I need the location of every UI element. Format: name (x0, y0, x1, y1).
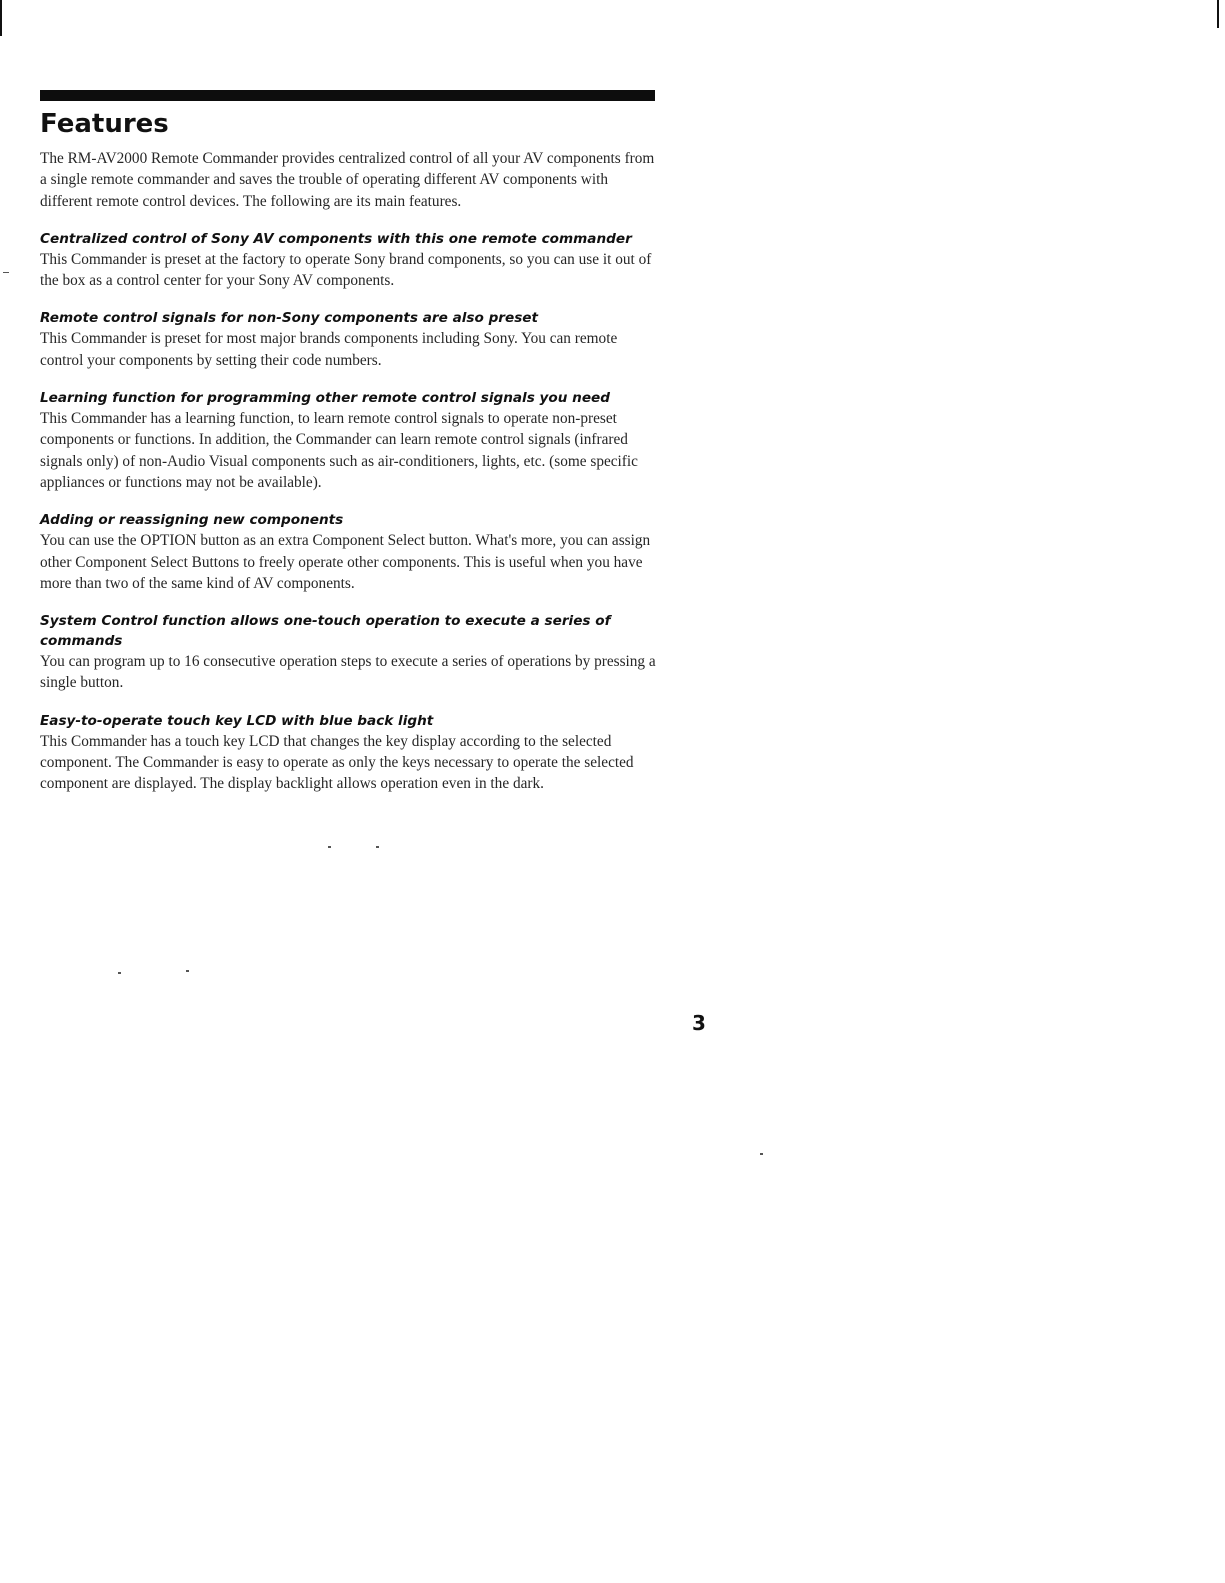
feature-reassigning-components (40, 510, 660, 594)
feature-heading: Adding or reassigning new components (40, 512, 344, 529)
feature-body: You can program up to 16 consecutive operation steps to execute a series of operations by pressing a single button. (40, 653, 656, 692)
feature-learning-function (40, 388, 660, 493)
feature-non-sony-preset (40, 308, 660, 371)
feature-body: This Commander is preset at the factory to operate Sony brand components, so you can use it out of the box as a control center for your Sony AV components. (40, 250, 652, 290)
feature-body: You can use the OPTION button as an extra Component Select button. What's more, you can assign other Component Select Buttons to freely operate other components. This is useful when you have more than two of the same kind of AV components. (40, 532, 651, 592)
feature-heading: Learning function for programming other remote control signals you need (40, 390, 611, 407)
scan-speck (186, 970, 189, 972)
feature-touch-key-lcd (40, 711, 660, 795)
features-content (40, 148, 660, 795)
feature-system-control (40, 611, 660, 694)
feature-centralized-control (40, 229, 660, 292)
feature-body: This Commander is preset for most major brands components including Sony. You can remote control your components by setting their code numbers. (40, 330, 618, 369)
feature-heading: Easy-to-operate touch key LCD with blue back light (40, 712, 434, 729)
scan-speck (376, 846, 379, 848)
scan-edge-mark-left (0, 0, 2, 36)
scan-speck (328, 846, 331, 848)
scan-speck (760, 1153, 763, 1155)
feature-heading: System Control function allows one-touch operation to execute a series of commands (40, 613, 611, 650)
page-number: 3 (692, 1011, 706, 1035)
scan-speck (3, 272, 9, 273)
intro-paragraph: The RM-AV2000 Remote Commander provides centralized control of all your AV components from a single remote commander and saves the trouble of operating different AV components with different remote control devices. The following are its main features. (40, 150, 655, 210)
feature-body: This Commander has a touch key LCD that changes the key display according to the selected component. The Commander is easy to operate as only the keys necessary to operate the selected component are displayed. The display backlight allows operation even in the dark. (40, 732, 634, 793)
scan-edge-mark-right (1217, 0, 1219, 28)
page-title: Features (40, 109, 169, 139)
scan-speck (118, 972, 121, 974)
feature-body: This Commander has a learning function, to learn remote control signals to operate non-preset components or functions. In addition, the Commander can learn remote control signals (infrared signals only) of non-Audio Visual components such as air-conditioners, lights, etc. (some specific appliances or functions may not be available). (40, 410, 638, 491)
feature-heading: Centralized control of Sony AV components with this one remote commander (40, 230, 632, 247)
feature-heading: Remote control signals for non-Sony components are also preset (40, 310, 539, 327)
section-top-rule (40, 90, 655, 101)
